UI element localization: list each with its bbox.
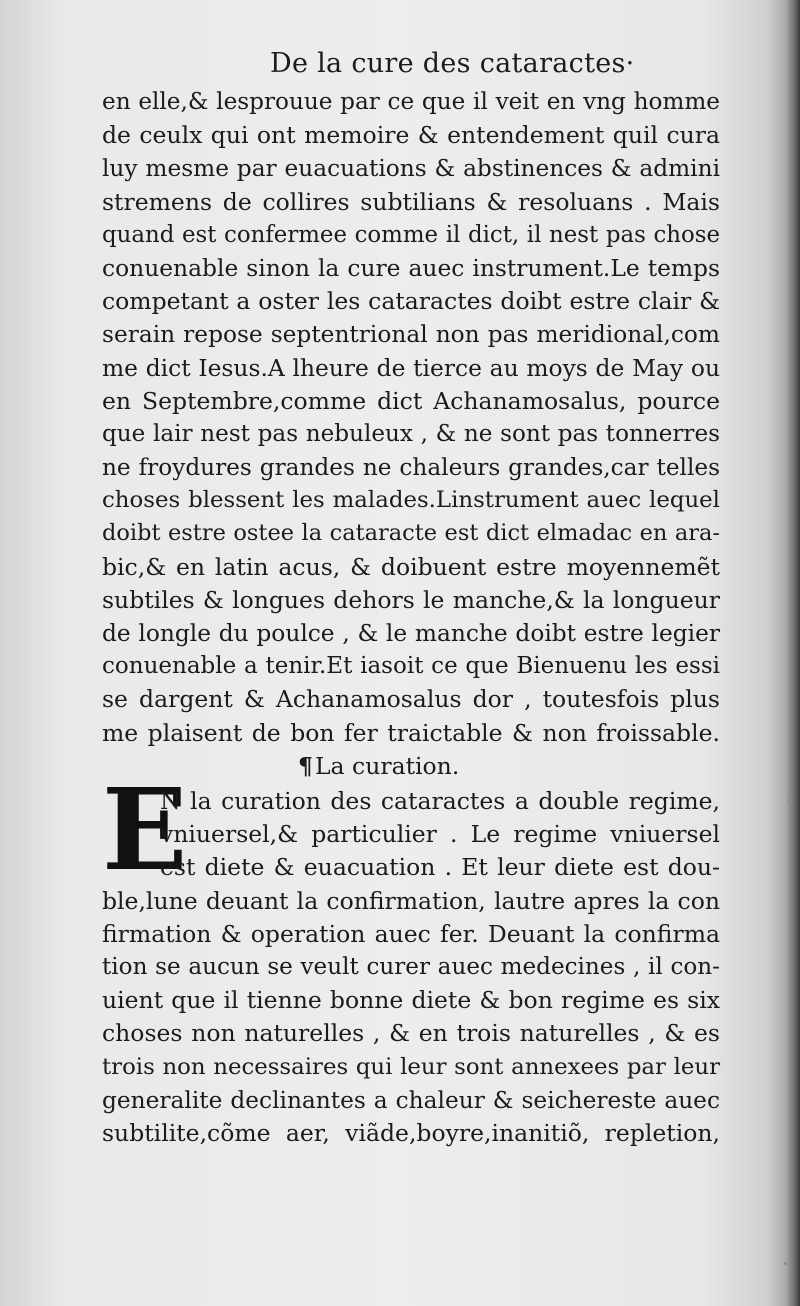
text-line: trois non necessaires qui leur sont annexees par leur — [102, 1053, 720, 1080]
text-line: en elle,& lesprouue par ce que il veit en vng homme — [102, 89, 720, 115]
main-text-top — [102, 86, 720, 750]
text-line: subtilite,cõme aer, viãde,boyre,inanitiõ, repletion, — [102, 1118, 720, 1147]
text-line: uient que il tienne bonne diete & bon regime es six — [102, 986, 720, 1015]
text-line: en Septembre,comme dict Achanamosalus, pource — [102, 386, 720, 415]
paper-speck — [784, 1262, 787, 1265]
page-edge-shadow — [786, 0, 800, 1306]
text-line: me dict Iesus.A lheure de tierce au moys de May ou — [102, 353, 720, 382]
text-line: bic,& en latin acus, & doibuent estre moyennemẽt — [102, 552, 720, 581]
text-line: est diete & euacuation . Et leur diete est dou- — [160, 853, 720, 882]
section-heading-text: La curation. — [314, 752, 460, 780]
text-line: serain repose septentrional non pas meridional,com — [102, 321, 720, 349]
drop-cap-initial: E — [102, 765, 188, 896]
text-line: que lair nest pas nebuleux , & ne sont pas tonnerres — [102, 420, 720, 447]
text-line: generalite declinantes a chaleur & seichereste auec — [102, 1086, 720, 1114]
main-text-bottom — [102, 765, 720, 1150]
text-line: tion se aucun se veult curer auec medecines , il con- — [102, 953, 720, 980]
text-line: competant a oster les cataractes doibt estre clair & — [102, 287, 720, 316]
text-line: N la curation des cataractes a double regime, — [160, 787, 720, 815]
text-line: conuenable sinon la cure auec instrument.Le temps — [102, 253, 720, 282]
text-line: luy mesme par euacuations & abstinences & admini — [102, 155, 720, 183]
text-line: ble,lune deuant la confirmation, lautre apres la con — [102, 886, 720, 915]
text-line: choses blessent les malades.Linstrument auec lequel — [102, 487, 720, 514]
running-header: De la cure des cataractes· — [270, 48, 635, 79]
text-line: stremens de collires subtilians & resoluans . Mais — [102, 187, 720, 216]
text-line: me plaisent de bon fer traictable & non froissable. — [102, 718, 720, 747]
section-heading — [298, 752, 459, 780]
text-line: de ceulx qui ont memoire & entendement quil cura — [102, 121, 720, 150]
text-line: choses non naturelles , & en trois naturelles , & es — [102, 1019, 720, 1048]
text-line: subtiles & longues dehors le manche,& la longueur — [102, 585, 720, 614]
text-line: vniuersel,& particulier . Le regime vniuersel — [160, 820, 720, 849]
text-line: conuenable a tenir.Et iasoit ce que Bienuenu les essi — [102, 653, 720, 680]
pilcrow-mark: ¶ — [298, 752, 313, 780]
text-line: doibt estre ostee la cataracte est dict elmadac en ara- — [102, 520, 720, 547]
paper-speck — [788, 798, 792, 804]
text-line: de longle du poulce , & le manche doibt estre legier — [102, 620, 720, 647]
text-line: se dargent & Achanamosalus dor , toutesfois plus — [102, 685, 720, 714]
text-line: firmation & operation auec fer. Deuant la confirma — [102, 919, 720, 948]
text-line: ne froydures grandes ne chaleurs grandes,car telles — [102, 454, 720, 482]
text-line: quand est confermee comme il dict, il nest pas chose — [102, 221, 720, 248]
